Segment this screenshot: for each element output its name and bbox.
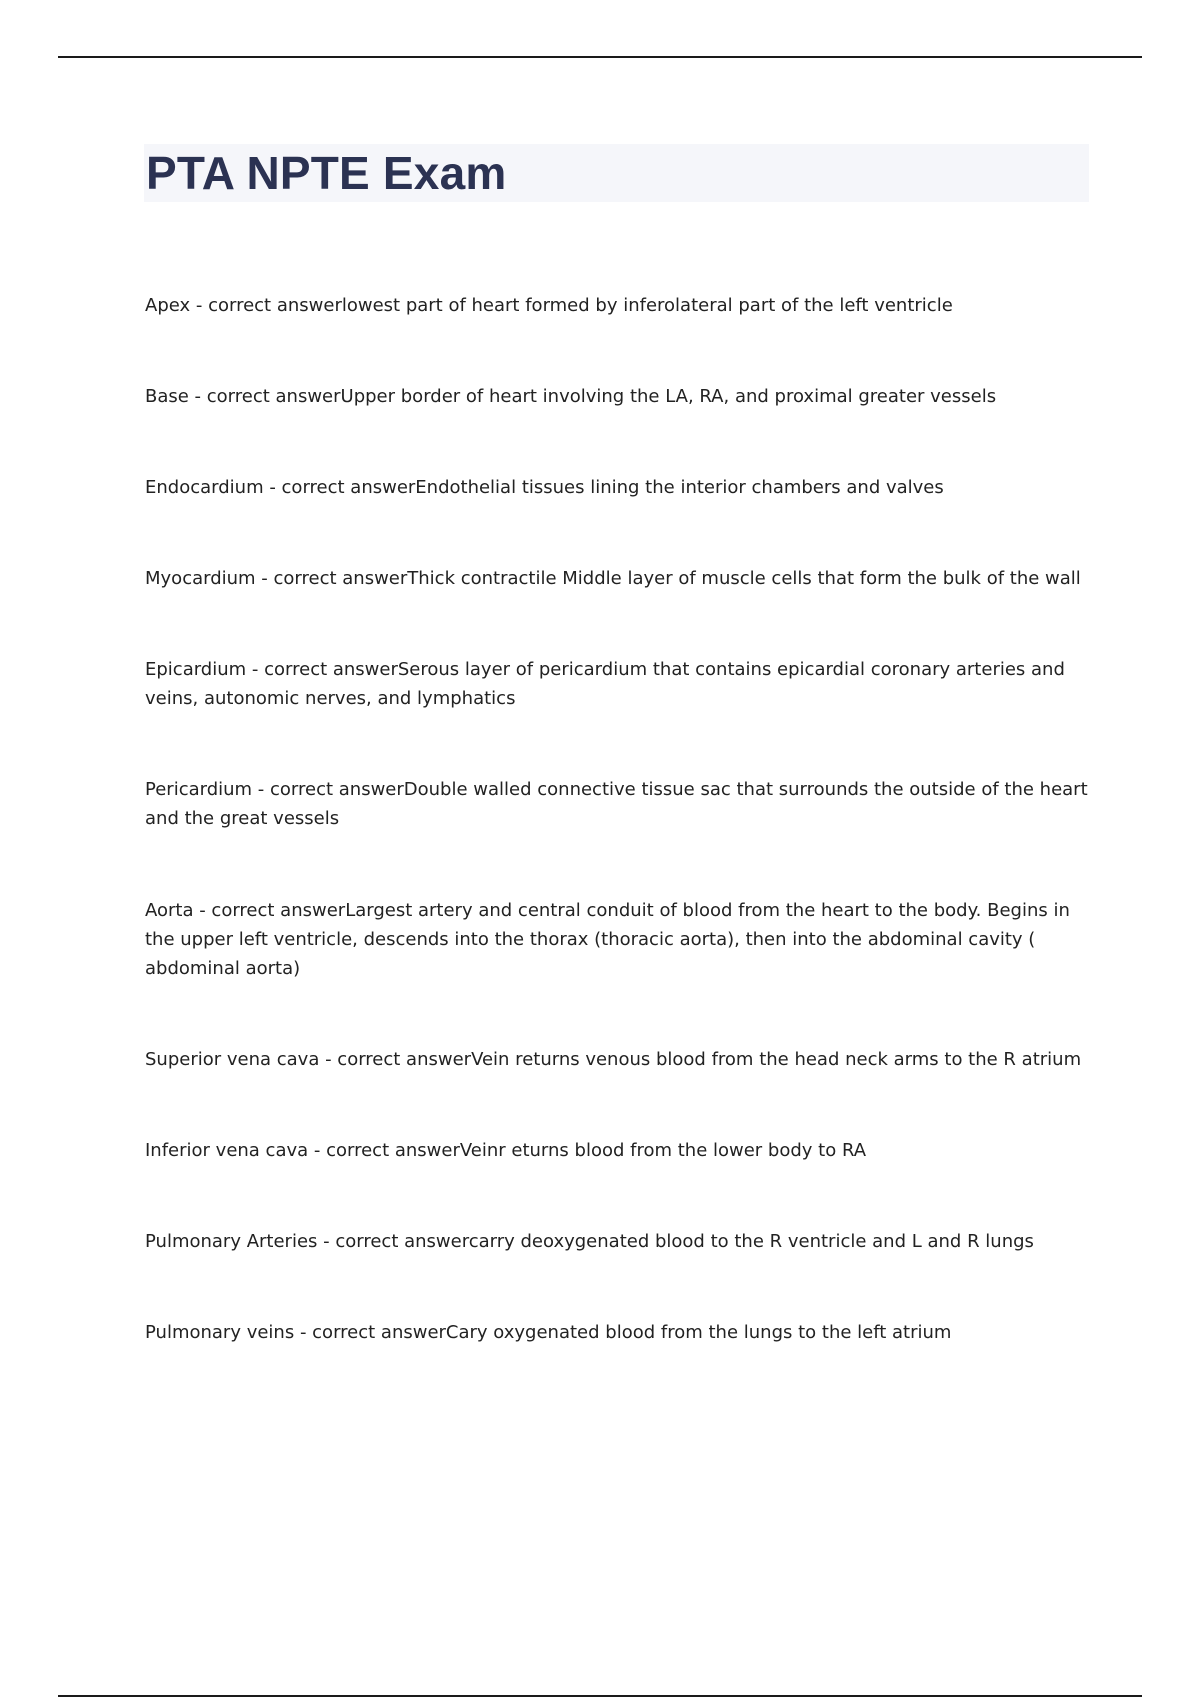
flashcard-entry-pulmonary-arteries: Pulmonary Arteries - correct answercarry deoxygenated blood to the R ventricle and L and R lungs (145, 1231, 1034, 1252)
flashcard-entry-apex: Apex - correct answerlowest part of heart formed by inferolateral part of the left ventricle (145, 295, 953, 316)
flashcard-entry-aorta: Aorta - correct answerLargest artery and central conduit of blood from the heart to the body. Begins in the upper left ventricle, descends into the thorax (thoracic aorta), then into the abdominal cavity ( abdominal aorta) (145, 900, 1070, 979)
flashcard-entry-myocardium: Myocardium - correct answerThick contractile Middle layer of muscle cells that form the bulk of the wall (145, 568, 1081, 589)
flashcard-entry-pulmonary-veins: Pulmonary veins - correct answerCary oxygenated blood from the lungs to the left atrium (145, 1322, 952, 1343)
top-rule (58, 56, 1142, 58)
flashcard-entry-inferior-vena-cava: Inferior vena cava - correct answerVeinr eturns blood from the lower body to RA (145, 1140, 867, 1161)
page-title: PTA NPTE Exam (146, 147, 507, 199)
flashcard-entry-endocardium: Endocardium - correct answerEndothelial tissues lining the interior chambers and valves (145, 477, 944, 498)
flashcard-entry-base: Base - correct answerUpper border of heart involving the LA, RA, and proximal greater vessels (145, 386, 997, 407)
bottom-rule (58, 1695, 1142, 1697)
flashcard-entry-superior-vena-cava: Superior vena cava - correct answerVein returns venous blood from the head neck arms to the R atrium (145, 1049, 1082, 1070)
flashcard-entry-epicardium: Epicardium - correct answerSerous layer of pericardium that contains epicardial coronary arteries and veins, autonomic nerves, and lymphatics (145, 659, 1065, 709)
flashcard-entry-pericardium: Pericardium - correct answerDouble walled connective tissue sac that surrounds the outside of the heart and the great vessels (145, 779, 1088, 829)
